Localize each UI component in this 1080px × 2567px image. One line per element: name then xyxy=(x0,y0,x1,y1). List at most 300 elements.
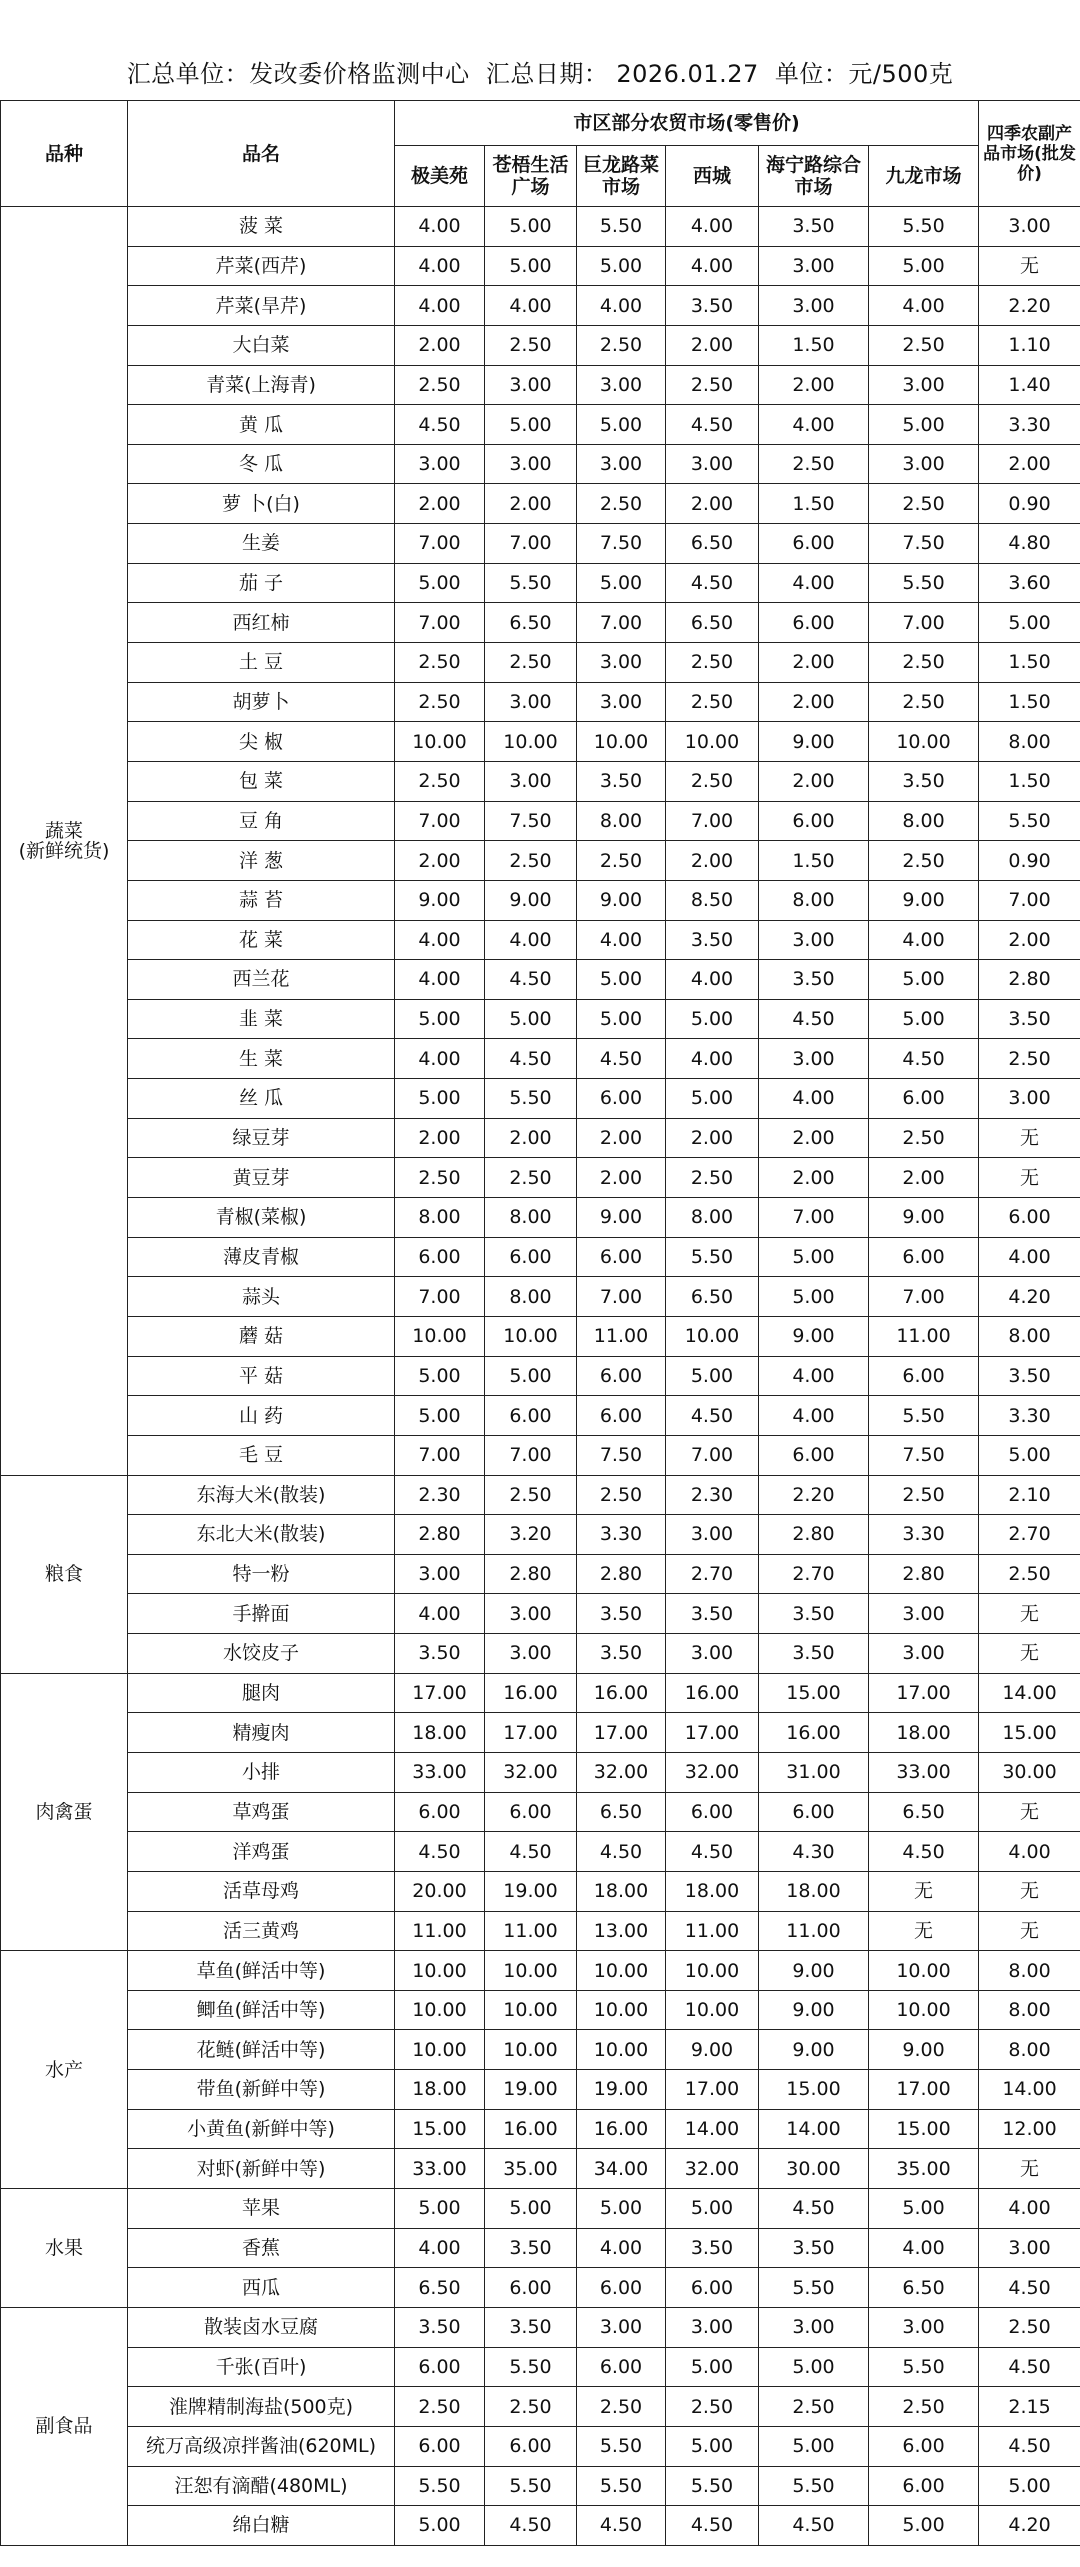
item-name-cell: 毛 豆 xyxy=(128,1435,395,1475)
retail-price-cell: 11.00 xyxy=(666,1911,759,1951)
retail-price-cell: 7.00 xyxy=(485,524,577,564)
retail-price-cell: 2.50 xyxy=(759,444,869,484)
retail-price-cell: 5.00 xyxy=(485,405,577,445)
item-name-cell: 西瓜 xyxy=(128,2268,395,2308)
retail-price-cell: 2.00 xyxy=(759,761,869,801)
retail-price-cell: 3.00 xyxy=(485,444,577,484)
wholesale-price-cell: 2.15 xyxy=(979,2387,1080,2427)
retail-price-cell: 7.50 xyxy=(577,524,666,564)
retail-price-cell: 4.00 xyxy=(759,563,869,603)
retail-price-cell: 2.00 xyxy=(869,1158,979,1198)
retail-price-cell: 2.50 xyxy=(395,1158,485,1198)
retail-price-cell: 7.00 xyxy=(395,524,485,564)
retail-price-cell: 3.20 xyxy=(485,1515,577,1555)
item-name-cell: 蘑 菇 xyxy=(128,1316,395,1356)
table-row xyxy=(1,960,1080,1000)
retail-price-cell: 2.00 xyxy=(395,325,485,365)
category-cell: 蔬菜 (新鲜统货) xyxy=(1,207,128,1476)
retail-price-cell: 20.00 xyxy=(395,1871,485,1911)
retail-price-cell: 4.50 xyxy=(485,1832,577,1872)
retail-price-cell: 17.00 xyxy=(666,1713,759,1753)
retail-price-cell: 1.50 xyxy=(759,325,869,365)
retail-price-cell: 2.70 xyxy=(759,1554,869,1594)
retail-price-cell: 18.00 xyxy=(666,1871,759,1911)
wholesale-price-cell: 2.00 xyxy=(979,444,1080,484)
category-cell: 水果 xyxy=(1,2189,128,2308)
retail-price-cell: 14.00 xyxy=(666,2109,759,2149)
item-name-cell: 包 菜 xyxy=(128,761,395,801)
header-market-haininglu: 海宁路综合市场 xyxy=(759,146,869,207)
wholesale-price-cell: 无 xyxy=(979,1871,1080,1911)
retail-price-cell: 4.00 xyxy=(759,1079,869,1119)
retail-price-cell: 34.00 xyxy=(577,2149,666,2189)
table-row xyxy=(1,1356,1080,1396)
retail-price-cell: 4.00 xyxy=(666,246,759,286)
retail-price-cell: 7.00 xyxy=(577,603,666,643)
item-name-cell: 水饺皮子 xyxy=(128,1634,395,1674)
retail-price-cell: 4.50 xyxy=(869,1832,979,1872)
retail-price-cell: 3.50 xyxy=(577,761,666,801)
retail-price-cell: 7.00 xyxy=(577,1277,666,1317)
header-name: 品名 xyxy=(128,101,395,207)
retail-price-cell: 6.00 xyxy=(485,1396,577,1436)
retail-price-cell: 6.00 xyxy=(869,2426,979,2466)
retail-price-cell: 2.50 xyxy=(485,643,577,683)
table-row xyxy=(1,1951,1080,1991)
retail-price-cell: 15.00 xyxy=(869,2109,979,2149)
retail-price-cell: 9.00 xyxy=(577,1198,666,1238)
wholesale-price-cell: 1.10 xyxy=(979,325,1080,365)
retail-price-cell: 8.00 xyxy=(395,1198,485,1238)
table-row xyxy=(1,2030,1080,2070)
retail-price-cell: 3.00 xyxy=(869,444,979,484)
retail-price-cell: 4.50 xyxy=(869,1039,979,1079)
item-name-cell: 山 药 xyxy=(128,1396,395,1436)
retail-price-cell: 5.00 xyxy=(395,1356,485,1396)
table-row xyxy=(1,1832,1080,1872)
item-name-cell: 汪恕有滴醋(480ML) xyxy=(128,2466,395,2506)
retail-price-cell: 2.50 xyxy=(869,2387,979,2427)
wholesale-price-cell: 3.30 xyxy=(979,1396,1080,1436)
item-name-cell: 薄皮青椒 xyxy=(128,1237,395,1277)
retail-price-cell: 6.00 xyxy=(759,603,869,643)
retail-price-cell: 2.50 xyxy=(485,2387,577,2427)
item-name-cell: 黄 瓜 xyxy=(128,405,395,445)
table-row xyxy=(1,2070,1080,2110)
table-row xyxy=(1,1594,1080,1634)
retail-price-cell: 无 xyxy=(869,1911,979,1951)
retail-price-cell: 16.00 xyxy=(577,2109,666,2149)
retail-price-cell: 10.00 xyxy=(577,1951,666,1991)
retail-price-cell: 7.00 xyxy=(395,603,485,643)
retail-price-cell: 10.00 xyxy=(485,1951,577,1991)
retail-price-cell: 5.00 xyxy=(577,563,666,603)
retail-price-cell: 5.50 xyxy=(395,2466,485,2506)
retail-price-cell: 5.00 xyxy=(869,2506,979,2546)
wholesale-price-cell: 5.00 xyxy=(979,2466,1080,2506)
item-name-cell: 蒜 苔 xyxy=(128,880,395,920)
table-row xyxy=(1,1515,1080,1555)
retail-price-cell: 8.00 xyxy=(485,1198,577,1238)
retail-price-cell: 2.00 xyxy=(759,682,869,722)
retail-price-cell: 3.50 xyxy=(759,960,869,1000)
retail-price-cell: 3.00 xyxy=(759,1039,869,1079)
retail-price-cell: 5.00 xyxy=(577,960,666,1000)
retail-price-cell: 2.30 xyxy=(666,1475,759,1515)
item-name-cell: 腿肉 xyxy=(128,1673,395,1713)
retail-price-cell: 2.50 xyxy=(577,2387,666,2427)
retail-price-cell: 2.00 xyxy=(666,841,759,881)
item-name-cell: 小排 xyxy=(128,1752,395,1792)
retail-price-cell: 4.00 xyxy=(577,2228,666,2268)
retail-price-cell: 2.80 xyxy=(577,1554,666,1594)
retail-price-cell: 2.00 xyxy=(759,365,869,405)
table-row xyxy=(1,1792,1080,1832)
retail-price-cell: 2.50 xyxy=(869,682,979,722)
retail-price-cell: 10.00 xyxy=(577,1990,666,2030)
retail-price-cell: 17.00 xyxy=(395,1673,485,1713)
retail-price-cell: 16.00 xyxy=(485,1673,577,1713)
retail-price-cell: 2.50 xyxy=(395,761,485,801)
retail-price-cell: 5.00 xyxy=(869,2189,979,2229)
retail-price-cell: 6.00 xyxy=(577,1396,666,1436)
retail-price-cell: 6.50 xyxy=(666,603,759,643)
item-name-cell: 蒜头 xyxy=(128,1277,395,1317)
retail-price-cell: 4.50 xyxy=(666,2506,759,2546)
retail-price-cell: 3.00 xyxy=(485,761,577,801)
table-row xyxy=(1,2109,1080,2149)
retail-price-cell: 5.50 xyxy=(485,563,577,603)
retail-price-cell: 7.50 xyxy=(485,801,577,841)
retail-price-cell: 7.00 xyxy=(666,1435,759,1475)
retail-price-cell: 3.00 xyxy=(759,920,869,960)
retail-price-cell: 17.00 xyxy=(577,1713,666,1753)
table-row xyxy=(1,2228,1080,2268)
wholesale-price-cell: 2.00 xyxy=(979,920,1080,960)
wholesale-price-cell: 14.00 xyxy=(979,1673,1080,1713)
table-row xyxy=(1,801,1080,841)
retail-price-cell: 4.00 xyxy=(395,960,485,1000)
retail-price-cell: 2.20 xyxy=(759,1475,869,1515)
retail-price-cell: 1.50 xyxy=(759,484,869,524)
retail-price-cell: 4.50 xyxy=(485,1039,577,1079)
retail-price-cell: 3.00 xyxy=(577,643,666,683)
retail-price-cell: 无 xyxy=(869,1871,979,1911)
item-name-cell: 土 豆 xyxy=(128,643,395,683)
retail-price-cell: 4.50 xyxy=(759,2189,869,2229)
retail-price-cell: 2.50 xyxy=(666,761,759,801)
retail-price-cell: 4.50 xyxy=(485,2506,577,2546)
wholesale-price-cell: 1.50 xyxy=(979,643,1080,683)
retail-price-cell: 10.00 xyxy=(869,722,979,762)
retail-price-cell: 8.00 xyxy=(577,801,666,841)
item-name-cell: 青菜(上海青) xyxy=(128,365,395,405)
retail-price-cell: 4.50 xyxy=(759,2506,869,2546)
retail-price-cell: 6.00 xyxy=(869,1237,979,1277)
wholesale-price-cell: 5.50 xyxy=(979,801,1080,841)
table-row xyxy=(1,524,1080,564)
retail-price-cell: 2.00 xyxy=(395,841,485,881)
retail-price-cell: 3.00 xyxy=(485,682,577,722)
retail-price-cell: 17.00 xyxy=(485,1713,577,1753)
table-row xyxy=(1,563,1080,603)
item-name-cell: 黄豆芽 xyxy=(128,1158,395,1198)
retail-price-cell: 35.00 xyxy=(485,2149,577,2189)
retail-price-cell: 2.00 xyxy=(759,1158,869,1198)
retail-price-cell: 8.00 xyxy=(485,1277,577,1317)
item-name-cell: 鲫鱼(鲜活中等) xyxy=(128,1990,395,2030)
retail-price-cell: 5.50 xyxy=(869,207,979,247)
retail-price-cell: 9.00 xyxy=(666,2030,759,2070)
item-name-cell: 丝 瓜 xyxy=(128,1079,395,1119)
retail-price-cell: 4.00 xyxy=(666,960,759,1000)
retail-price-cell: 5.00 xyxy=(395,1396,485,1436)
retail-price-cell: 3.00 xyxy=(485,1594,577,1634)
date-label: 汇总日期： xyxy=(485,60,609,88)
retail-price-cell: 18.00 xyxy=(869,1713,979,1753)
wholesale-price-cell: 1.50 xyxy=(979,761,1080,801)
retail-price-cell: 2.50 xyxy=(666,1158,759,1198)
retail-price-cell: 4.00 xyxy=(395,2228,485,2268)
retail-price-cell: 4.00 xyxy=(395,246,485,286)
retail-price-cell: 4.00 xyxy=(395,286,485,326)
item-name-cell: 活三黄鸡 xyxy=(128,1911,395,1951)
header-market-jiulong: 九龙市场 xyxy=(869,146,979,207)
retail-price-cell: 4.50 xyxy=(577,1832,666,1872)
retail-price-cell: 3.00 xyxy=(577,365,666,405)
price-table-body xyxy=(1,207,1080,2546)
category-cell: 副食品 xyxy=(1,2307,128,2545)
retail-price-cell: 10.00 xyxy=(485,2030,577,2070)
item-name-cell: 活草母鸡 xyxy=(128,1871,395,1911)
retail-price-cell: 8.00 xyxy=(869,801,979,841)
retail-price-cell: 13.00 xyxy=(577,1911,666,1951)
retail-price-cell: 7.00 xyxy=(395,801,485,841)
retail-price-cell: 5.50 xyxy=(869,1396,979,1436)
wholesale-price-cell: 1.50 xyxy=(979,682,1080,722)
wholesale-price-cell: 8.00 xyxy=(979,1951,1080,1991)
table-row xyxy=(1,1316,1080,1356)
item-name-cell: 散装卤水豆腐 xyxy=(128,2307,395,2347)
wholesale-price-cell: 3.30 xyxy=(979,405,1080,445)
retail-price-cell: 5.50 xyxy=(666,2466,759,2506)
table-row xyxy=(1,444,1080,484)
retail-price-cell: 6.00 xyxy=(395,2426,485,2466)
table-row xyxy=(1,603,1080,643)
retail-price-cell: 2.50 xyxy=(395,682,485,722)
retail-price-cell: 5.00 xyxy=(395,563,485,603)
table-row xyxy=(1,1039,1080,1079)
table-row xyxy=(1,1118,1080,1158)
retail-price-cell: 3.00 xyxy=(869,1594,979,1634)
retail-price-cell: 17.00 xyxy=(869,1673,979,1713)
item-name-cell: 草鱼(鲜活中等) xyxy=(128,1951,395,1991)
retail-price-cell: 3.00 xyxy=(395,1554,485,1594)
retail-price-cell: 2.00 xyxy=(666,484,759,524)
retail-price-cell: 2.50 xyxy=(666,365,759,405)
wholesale-price-cell: 无 xyxy=(979,1634,1080,1674)
retail-price-cell: 4.00 xyxy=(869,2228,979,2268)
item-name-cell: 洋鸡蛋 xyxy=(128,1832,395,1872)
table-row xyxy=(1,2268,1080,2308)
retail-price-cell: 5.00 xyxy=(395,1079,485,1119)
retail-price-cell: 33.00 xyxy=(395,1752,485,1792)
retail-price-cell: 17.00 xyxy=(666,2070,759,2110)
retail-price-cell: 33.00 xyxy=(869,1752,979,1792)
retail-price-cell: 5.00 xyxy=(395,999,485,1039)
retail-price-cell: 4.50 xyxy=(395,1832,485,1872)
retail-price-cell: 4.00 xyxy=(759,1356,869,1396)
retail-price-cell: 3.00 xyxy=(577,444,666,484)
retail-price-cell: 5.00 xyxy=(485,246,577,286)
table-row xyxy=(1,1554,1080,1594)
retail-price-cell: 3.50 xyxy=(485,2228,577,2268)
retail-price-cell: 6.50 xyxy=(869,2268,979,2308)
item-name-cell: 芹菜(旱芹) xyxy=(128,286,395,326)
retail-price-cell: 2.50 xyxy=(869,484,979,524)
retail-price-cell: 9.00 xyxy=(759,1951,869,1991)
retail-price-cell: 5.00 xyxy=(395,2189,485,2229)
retail-price-cell: 7.00 xyxy=(759,1198,869,1238)
table-row xyxy=(1,1475,1080,1515)
retail-price-cell: 5.00 xyxy=(759,1237,869,1277)
wholesale-price-cell: 4.50 xyxy=(979,2426,1080,2466)
retail-price-cell: 7.00 xyxy=(485,1435,577,1475)
item-name-cell: 大白菜 xyxy=(128,325,395,365)
wholesale-price-cell: 30.00 xyxy=(979,1752,1080,1792)
table-row xyxy=(1,1435,1080,1475)
retail-price-cell: 6.00 xyxy=(577,1079,666,1119)
retail-price-cell: 6.00 xyxy=(869,1356,979,1396)
retail-price-cell: 5.00 xyxy=(666,2347,759,2387)
retail-price-cell: 16.00 xyxy=(577,1673,666,1713)
retail-price-cell: 15.00 xyxy=(759,2070,869,2110)
wholesale-price-cell: 4.20 xyxy=(979,2506,1080,2546)
wholesale-price-cell: 3.00 xyxy=(979,207,1080,247)
retail-price-cell: 32.00 xyxy=(485,1752,577,1792)
wholesale-price-cell: 0.90 xyxy=(979,484,1080,524)
retail-price-cell: 6.00 xyxy=(869,2466,979,2506)
wholesale-price-cell: 2.70 xyxy=(979,1515,1080,1555)
retail-price-cell: 2.70 xyxy=(666,1554,759,1594)
retail-price-cell: 6.00 xyxy=(577,2268,666,2308)
retail-price-cell: 30.00 xyxy=(759,2149,869,2189)
retail-price-cell: 5.00 xyxy=(666,999,759,1039)
retail-price-cell: 3.50 xyxy=(666,2228,759,2268)
retail-price-cell: 17.00 xyxy=(869,2070,979,2110)
retail-price-cell: 6.50 xyxy=(869,1792,979,1832)
retail-price-cell: 6.00 xyxy=(666,1792,759,1832)
retail-price-cell: 5.00 xyxy=(869,246,979,286)
retail-price-cell: 9.00 xyxy=(395,880,485,920)
retail-price-cell: 6.00 xyxy=(577,2347,666,2387)
retail-price-cell: 4.00 xyxy=(577,920,666,960)
retail-price-cell: 35.00 xyxy=(869,2149,979,2189)
item-name-cell: 精瘦肉 xyxy=(128,1713,395,1753)
wholesale-price-cell: 无 xyxy=(979,246,1080,286)
retail-price-cell: 5.00 xyxy=(759,2347,869,2387)
retail-price-cell: 3.50 xyxy=(395,2307,485,2347)
retail-price-cell: 6.00 xyxy=(869,1079,979,1119)
table-row xyxy=(1,1871,1080,1911)
wholesale-price-cell: 2.50 xyxy=(979,2307,1080,2347)
header-market-jimeiyuan: 极美苑 xyxy=(395,146,485,207)
retail-price-cell: 5.00 xyxy=(666,1079,759,1119)
retail-price-cell: 3.00 xyxy=(869,365,979,405)
header-market-xicheng: 西城 xyxy=(666,146,759,207)
retail-price-cell: 15.00 xyxy=(395,2109,485,2149)
retail-price-cell: 7.00 xyxy=(395,1435,485,1475)
retail-price-cell: 9.00 xyxy=(759,1316,869,1356)
retail-price-cell: 3.00 xyxy=(666,1515,759,1555)
retail-price-cell: 19.00 xyxy=(485,1871,577,1911)
retail-price-cell: 6.00 xyxy=(759,801,869,841)
retail-price-cell: 2.30 xyxy=(395,1475,485,1515)
retail-price-cell: 2.50 xyxy=(485,1158,577,1198)
retail-price-cell: 5.00 xyxy=(577,2189,666,2229)
retail-price-cell: 3.00 xyxy=(869,2307,979,2347)
item-name-cell: 生姜 xyxy=(128,524,395,564)
retail-price-cell: 5.50 xyxy=(759,2268,869,2308)
retail-price-cell: 11.00 xyxy=(395,1911,485,1951)
retail-price-cell: 2.50 xyxy=(577,325,666,365)
unit-label: 汇总单位：发改委价格监测中心 xyxy=(126,60,470,88)
retail-price-cell: 4.00 xyxy=(759,1396,869,1436)
retail-price-cell: 7.00 xyxy=(395,1277,485,1317)
retail-price-cell: 3.00 xyxy=(759,2307,869,2347)
retail-price-cell: 2.50 xyxy=(869,643,979,683)
retail-price-cell: 10.00 xyxy=(485,1990,577,2030)
wholesale-price-cell: 0.90 xyxy=(979,841,1080,881)
retail-price-cell: 32.00 xyxy=(577,1752,666,1792)
retail-price-cell: 2.80 xyxy=(485,1554,577,1594)
retail-price-cell: 2.50 xyxy=(395,2387,485,2427)
retail-price-cell: 9.00 xyxy=(759,722,869,762)
retail-price-cell: 2.50 xyxy=(485,325,577,365)
table-row xyxy=(1,286,1080,326)
retail-price-cell: 2.00 xyxy=(666,325,759,365)
wholesale-price-cell: 3.50 xyxy=(979,999,1080,1039)
retail-price-cell: 4.30 xyxy=(759,1832,869,1872)
retail-price-cell: 10.00 xyxy=(666,1316,759,1356)
wholesale-price-cell: 4.20 xyxy=(979,1277,1080,1317)
table-row xyxy=(1,1990,1080,2030)
item-name-cell: 青椒(菜椒) xyxy=(128,1198,395,1238)
table-row xyxy=(1,880,1080,920)
retail-price-cell: 4.00 xyxy=(395,920,485,960)
wholesale-price-cell: 2.50 xyxy=(979,1554,1080,1594)
retail-price-cell: 9.00 xyxy=(577,880,666,920)
wholesale-price-cell: 无 xyxy=(979,1911,1080,1951)
item-name-cell: 对虾(新鲜中等) xyxy=(128,2149,395,2189)
retail-price-cell: 11.00 xyxy=(485,1911,577,1951)
retail-price-cell: 2.00 xyxy=(577,1118,666,1158)
wholesale-price-cell: 8.00 xyxy=(979,1316,1080,1356)
item-name-cell: 草鸡蛋 xyxy=(128,1792,395,1832)
wholesale-price-cell: 2.10 xyxy=(979,1475,1080,1515)
wholesale-price-cell: 15.00 xyxy=(979,1713,1080,1753)
item-name-cell: 尖 椒 xyxy=(128,722,395,762)
retail-price-cell: 5.00 xyxy=(869,405,979,445)
retail-price-cell: 4.50 xyxy=(577,1039,666,1079)
retail-price-cell: 4.00 xyxy=(666,207,759,247)
retail-price-cell: 9.00 xyxy=(869,2030,979,2070)
wholesale-price-cell: 3.60 xyxy=(979,563,1080,603)
retail-price-cell: 4.50 xyxy=(666,563,759,603)
retail-price-cell: 2.50 xyxy=(869,325,979,365)
retail-price-cell: 10.00 xyxy=(666,1951,759,1991)
item-name-cell: 带鱼(新鲜中等) xyxy=(128,2070,395,2110)
